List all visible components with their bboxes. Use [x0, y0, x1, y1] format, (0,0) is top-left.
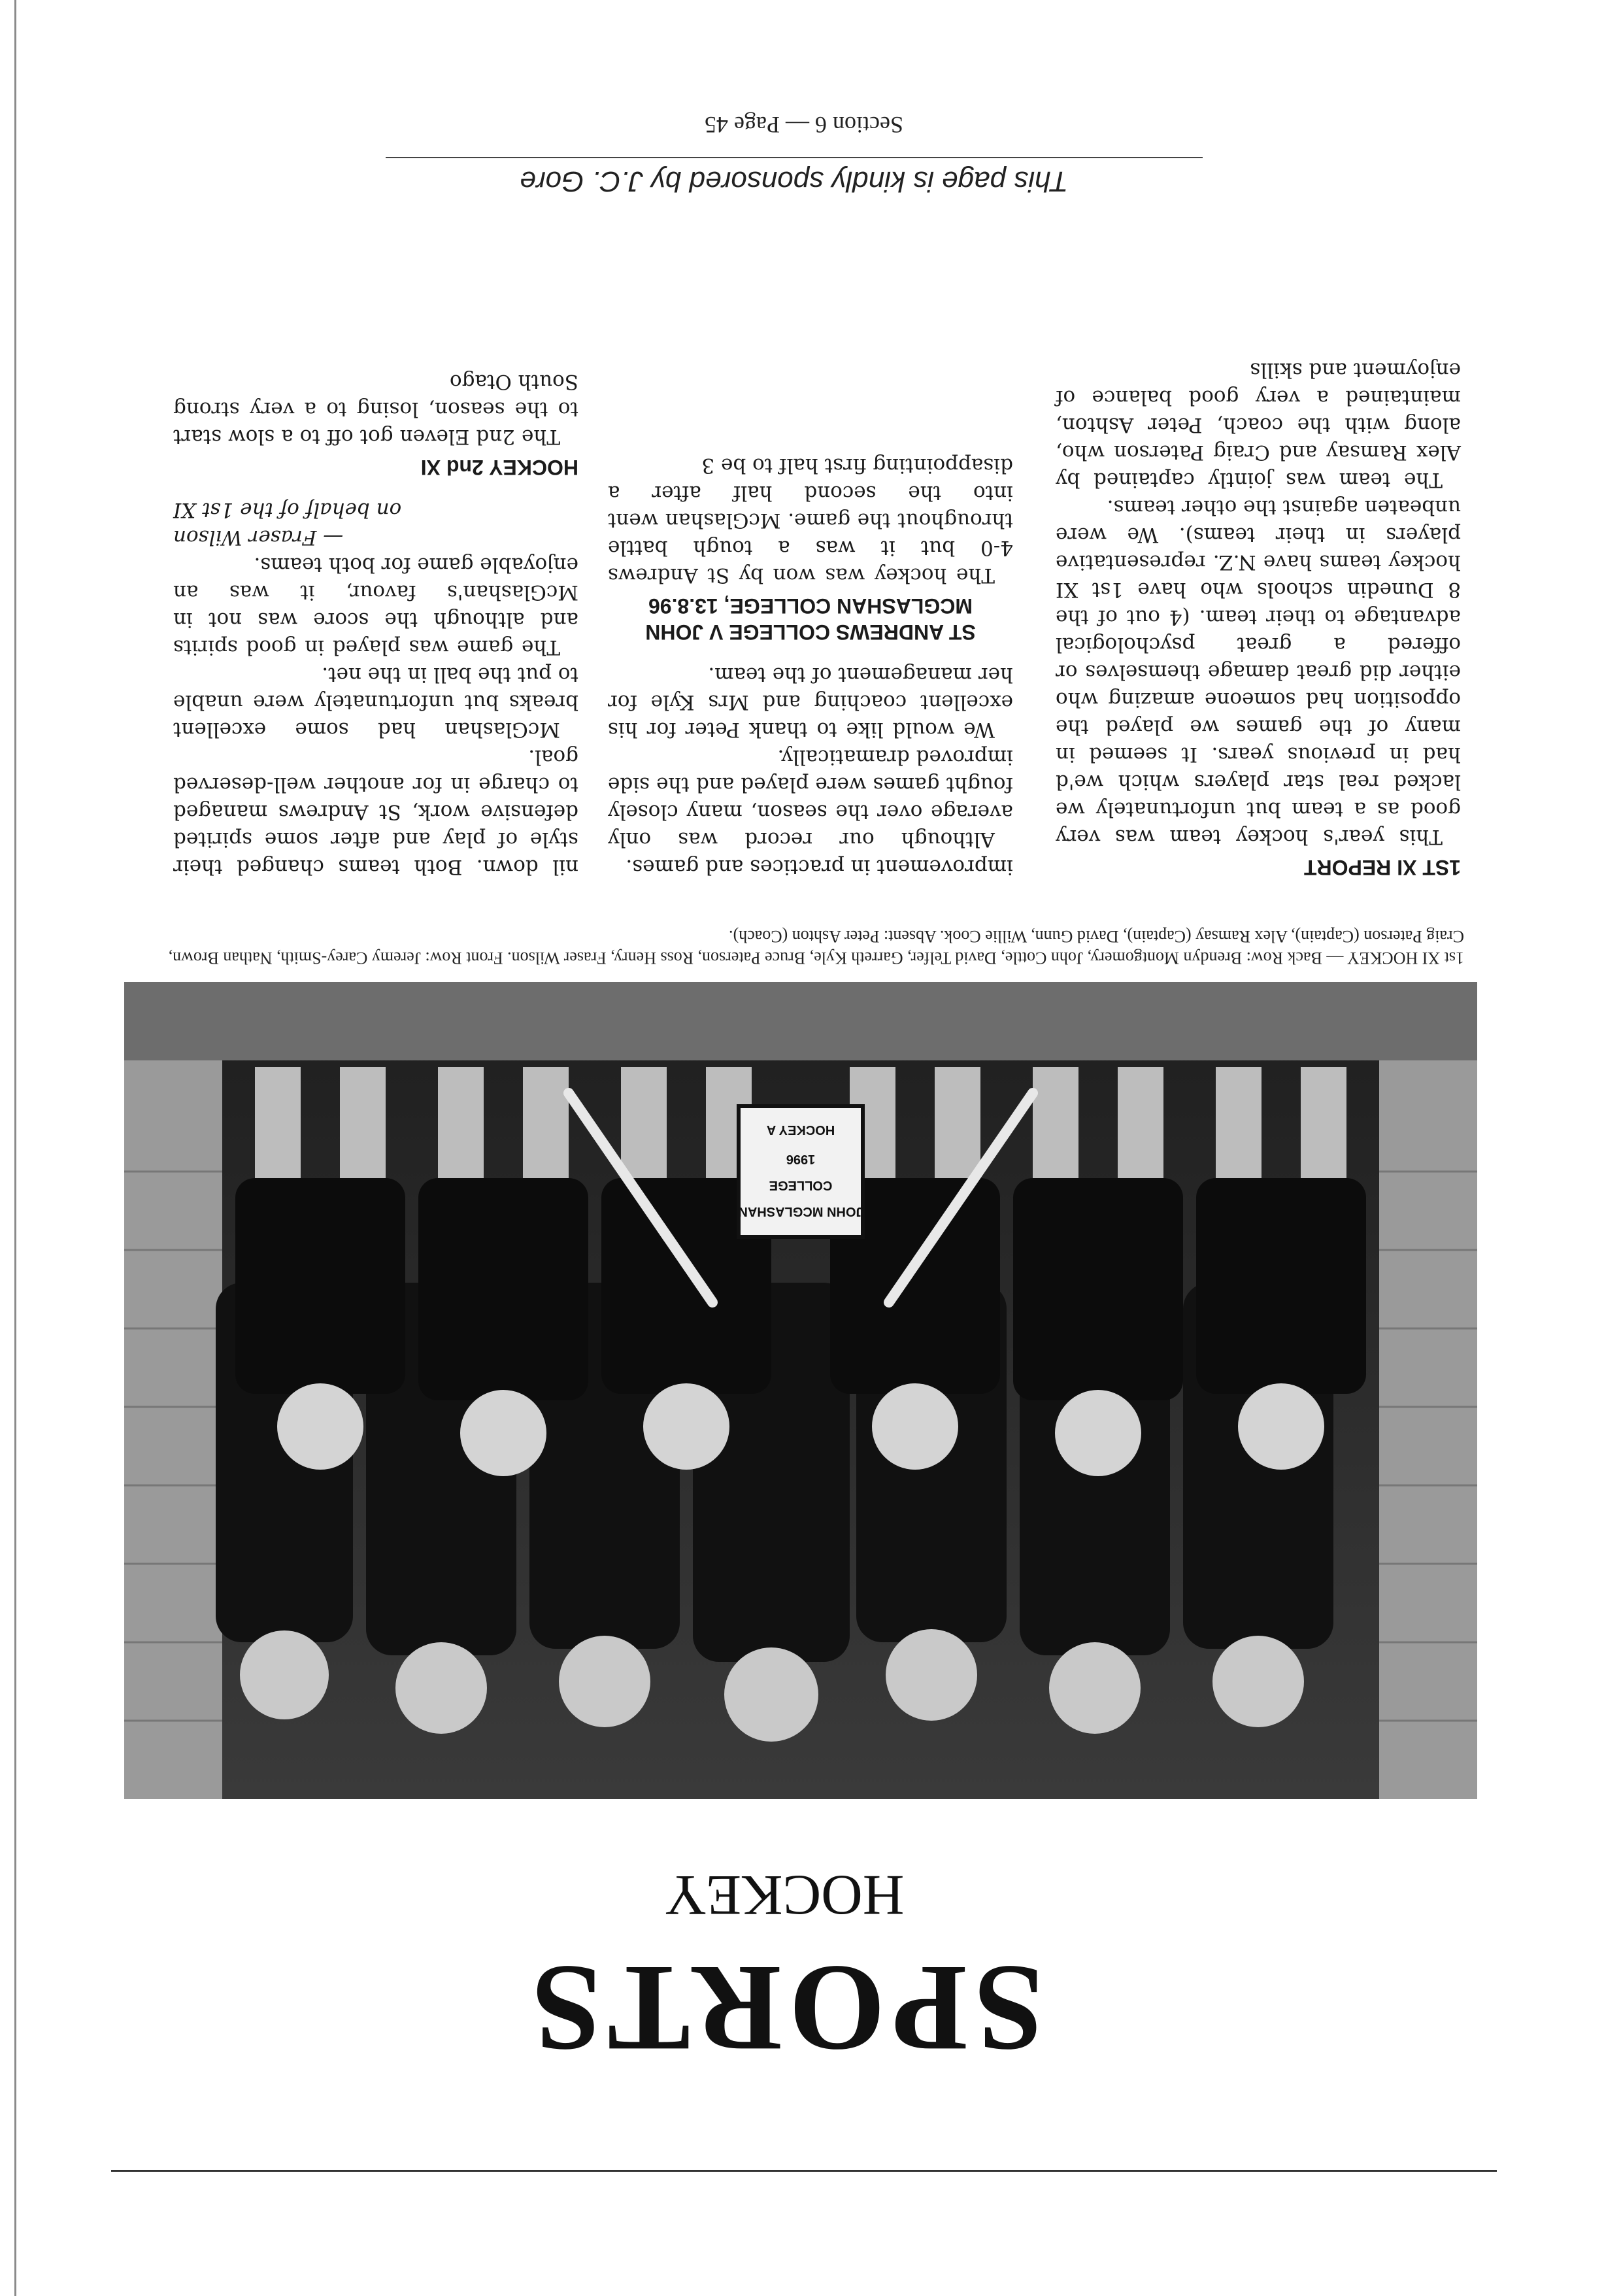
match-paragraph-3: McGlashan had some excellent breaks but unfortunately were unable to put the ball in the net. [173, 663, 578, 741]
report-heading: 1ST XI REPORT [1303, 856, 1461, 879]
match-paragraph-1: The hockey was won by St Andrews 4-0 but it was a tough battle throughout the game. McGlashan went into the second half after a disappointing first half to be 3 [608, 454, 1013, 587]
banner-line-1: JOHN MCGLASHAN [738, 1204, 863, 1219]
page-number: Section 6 — Page 45 [705, 112, 903, 138]
report-paragraph-2: The team was jointly captained by Alex Ramsay and Craig Paterson who, along with the coach, Peter Ashton, maintained a very good balance of enjoyment and skills [1056, 358, 1461, 492]
second-xi-paragraph-1: The 2nd Eleven got off to a slow start to the season, losing to a very strong South Otago [173, 370, 578, 448]
team-photo [124, 982, 1477, 1799]
report-paragraph-5: We would like to thank Peter for his excellent coaching and Mrs Kyle for her management of the team. [608, 663, 1013, 741]
banner-line-3: 1996 [786, 1152, 816, 1166]
column-3 [173, 368, 578, 881]
report-paragraph-4: Although our record was only average over the season, many closely fought games were played and the side improved dramatically. [608, 745, 1013, 851]
match-paragraph-4: The game was played in good spirits and although the score was not in McGlashan's favour, it was an enjoyable game for both teams. [173, 553, 578, 659]
signature-name: — Fraser Wilson [173, 526, 344, 549]
signature-role: on behalf of the 1st XI [173, 498, 402, 522]
match-heading: ST ANDREWS COLLEGE V JOHN MCGLASHAN COLLEGE, 13.8.96 [645, 594, 976, 644]
top-rule [111, 2170, 1497, 2172]
team-photo-image [124, 982, 1477, 1799]
column-2 [608, 452, 1013, 881]
sponsor-rule [386, 157, 1203, 158]
banner-line-4: HOCKEY A [766, 1123, 835, 1137]
photo-caption: 1st XI HOCKEY — Back Row: Brendyn Montgomery, John Cottle, David Telfer, Garreth Kyle, Bruce Paterson, Ross Henry, Fraser Wilson. Front Row: Jeremy Carey-Smith, Nathan Brown, Craig Paterson (Captain), Alex Ramsay (Captain), David Gunn, Willie Cook. Absent: Peter Ashton (Coach). [168, 927, 1464, 968]
report-paragraph-1: This year's hockey team was very good as a team but unfortunately we lacked real star players which we'd had in previous years. It seemed in many of the games we played the opposition had someone amazing who either did great damage themselves or offered a great psychological advantage to their team. (4 out of the 8 Dunedin schools who have 1st XI hockey teams have N.Z. representative players in their teams). We were unbeaten against the other teams. [1056, 496, 1461, 849]
page-title: SPORTS [525, 1940, 1044, 2077]
match-paragraph-2: nil down. Both teams changed their style of play and after some spirited defensive work, St Andrews managed to charge in for another well-deserved goal. [173, 745, 578, 879]
column-1 [1056, 356, 1461, 881]
scan-margin-line [14, 0, 16, 2296]
report-paragraph-3: improvement in practices and games. [626, 855, 1013, 879]
second-xi-heading: HOCKEY 2nd XI [420, 456, 578, 479]
section-subtitle: HOCKEY [664, 1863, 905, 1927]
banner-line-2: COLLEGE [769, 1178, 833, 1192]
sponsor-line: This page is kindly sponsored by J.C. Gore [520, 165, 1069, 197]
